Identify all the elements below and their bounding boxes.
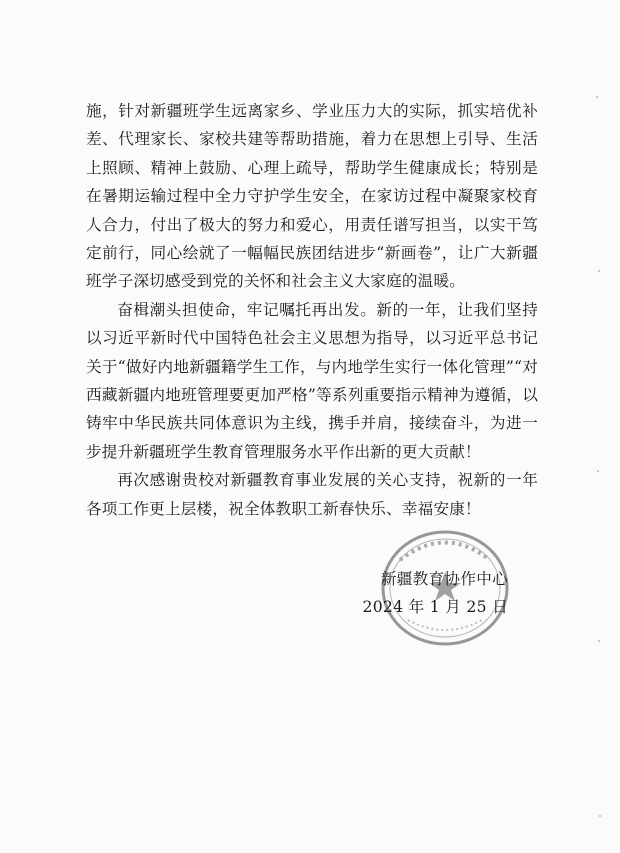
signature-organization: 新疆教育协作中心 bbox=[380, 570, 508, 588]
scan-speck bbox=[599, 815, 601, 817]
paragraph-2: 奋楫潮头担使命，牢记嘱托再出发。新的一年，让我们坚持以习近平新时代中国特色社会主义思想为指导，以习近平总书记关于“做好内地新疆籍学生工作，与内地学生实行一体化管理”“对西藏新疆内地班管理要更加严格”等系列重要指示精神为遵循，以铸牢中华民族共同体意识为主线，携手并肩，接续奋斗，为进一步提升新疆班学生教育管理服务水平作出新的更大贡献！ bbox=[86, 300, 538, 461]
paragraph-1: 施，针对新疆班学生远离家乡、学业压力大的实际，抓实培优补差、代理家长、家校共建等帮助措施，着力在思想上引导、生活上照顾、精神上鼓励、心理上疏导，帮助学生健康成长；特别是在暑期运输过程中全力守护学生安全，在家访过程中凝聚家校育人合力，付出了极大的努力和爱心，用责任谱写担当，以实干笃定前行，同心绘就了一幅幅民族团结进步“新画卷”，让广大新疆班学子深切感受到党的关怀和社会主义大家庭的温暖。 bbox=[86, 102, 538, 291]
signature-date: 2024 年 1 月 25 日 bbox=[362, 598, 508, 616]
letter-body bbox=[86, 97, 538, 523]
scan-speck bbox=[598, 640, 600, 642]
scan-speck bbox=[597, 470, 599, 472]
scan-speck bbox=[596, 96, 598, 98]
signature-block bbox=[362, 565, 508, 621]
paragraph-3: 再次感谢贵校对新疆教育事业发展的关心支持，祝新的一年各项工作更上层楼，祝全体教职工新春快乐、幸福安康！ bbox=[86, 471, 538, 518]
scan-speck bbox=[598, 270, 600, 272]
